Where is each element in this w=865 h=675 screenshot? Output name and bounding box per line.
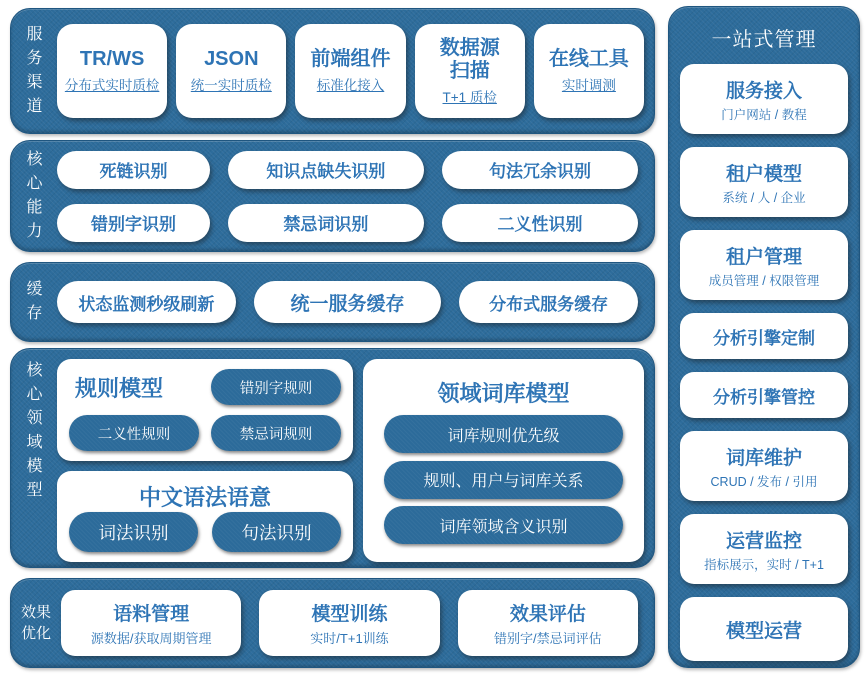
management-item-operation-monitoring [680,514,848,584]
service-box-subtitle: 标准化接入 [316,78,385,93]
management-item-title: 租户模型 [725,163,802,185]
effect-box-subtitle: 实时/T+1训练 [310,631,389,646]
service-box-title: 数据源扫描 [439,36,500,82]
management-item-title: 词库维护 [725,447,802,469]
management-item-title: 模型运营 [725,620,802,642]
lexicon-pill: 词库领域含义识别 [384,506,623,544]
band-label-core-capabilities: 核心能力 [26,151,43,240]
effect-boxes [61,590,638,656]
lexicon-pill: 词库规则优先级 [384,415,623,453]
management-item-engine-control [680,372,848,418]
grammar-pill: 词法识别 [69,512,198,552]
domain-model-panels [57,359,644,557]
management-item-model-operation [680,597,848,661]
service-box-title: 前端组件 [310,48,391,70]
service-box-title: JSON [204,48,259,70]
service-box-subtitle: 实时调测 [561,78,616,93]
band-label-cache: 缓存 [26,281,43,322]
management-item-subtitle: 成员管理 / 权限管理 [708,273,820,288]
cache-pill: 状态监测秒级刷新 [57,281,236,323]
panel-rule-model [57,359,353,461]
capability-pill: 错别字识别 [57,204,210,242]
panel-title: 规则模型 [75,375,164,401]
management-item-subtitle: 系统 / 人 / 企业 [722,190,806,205]
panel-domain-lexicon [363,359,644,562]
band-core-domain-model [10,348,655,568]
capability-pill: 死链识别 [57,151,210,189]
rule-pill: 错别字规则 [211,369,341,405]
band-label-effect-optimization: 效果优化 [20,604,51,642]
one-stop-management-items [680,64,848,661]
management-item-title: 服务接入 [725,80,802,102]
management-item-lexicon-maintenance [680,431,848,501]
lexicon-pill: 规则、用户与词库关系 [384,461,623,499]
capability-pill: 二义性识别 [442,204,638,242]
service-box-online-tools [534,24,644,118]
one-stop-management-title: 一站式管理 [711,29,817,51]
service-box-json [176,24,286,118]
effect-box-title: 效果评估 [509,604,586,625]
band-label-core-domain-model: 核心领域模型 [26,362,43,499]
effect-box-training [259,590,439,656]
band-core-capabilities [10,140,655,252]
management-item-title: 租户管理 [725,246,802,268]
capability-pill: 禁忌词识别 [228,204,424,242]
management-item-title: 分析引擎管控 [713,387,815,407]
service-box-frontend [295,24,405,118]
service-channel-boxes [57,24,644,118]
rule-pill: 禁忌词规则 [211,415,341,451]
grammar-pills [69,512,341,552]
management-item-tenant-admin [680,230,848,300]
management-item-title: 分析引擎定制 [713,328,815,348]
service-box-trws [57,24,167,118]
service-box-datasource-scan [415,24,525,118]
capability-pill: 句法冗余识别 [442,151,638,189]
service-box-subtitle: 统一实时质检 [190,78,272,93]
band-cache [10,262,655,342]
service-box-subtitle: 分布式实时质检 [64,78,160,93]
service-box-subtitle: T+1 质检 [442,89,497,105]
panel-title: 领域词库模型 [437,380,570,406]
service-box-title: 在线工具 [548,48,629,70]
management-item-engine-customization [680,313,848,359]
capability-pill: 知识点缺失识别 [228,151,424,189]
management-item-subtitle: 指标展示，实时 / T+1 [704,557,824,572]
management-item-title: 运营监控 [725,530,802,552]
management-item-subtitle: 门户网站 / 教程 [721,107,807,122]
band-service-channels [10,8,655,134]
effect-box-title: 语料管理 [113,604,190,625]
cache-pills [57,281,638,323]
capability-pills [57,151,638,242]
panel-chinese-grammar [57,471,353,562]
band-effect-optimization [10,578,655,668]
panel-title: 中文语法语意 [138,485,271,510]
band-label-service-channels: 服务渠道 [26,26,43,115]
effect-box-corpus [61,590,241,656]
cache-pill: 分布式服务缓存 [459,281,638,323]
effect-box-title: 模型训练 [311,604,388,625]
panel-one-stop-management [668,6,860,668]
management-item-tenant-model [680,147,848,217]
rule-pill: 二义性规则 [69,415,199,451]
grammar-pill: 句法识别 [212,512,341,552]
management-item-service-access [680,64,848,134]
effect-box-evaluation [458,590,638,656]
management-item-subtitle: CRUD / 发布 / 引用 [710,474,818,489]
service-box-title: TR/WS [79,48,145,70]
effect-box-subtitle: 错别字/禁忌词评估 [494,631,602,646]
effect-box-subtitle: 源数据/获取周期管理 [90,631,212,646]
cache-pill: 统一服务缓存 [254,281,442,323]
